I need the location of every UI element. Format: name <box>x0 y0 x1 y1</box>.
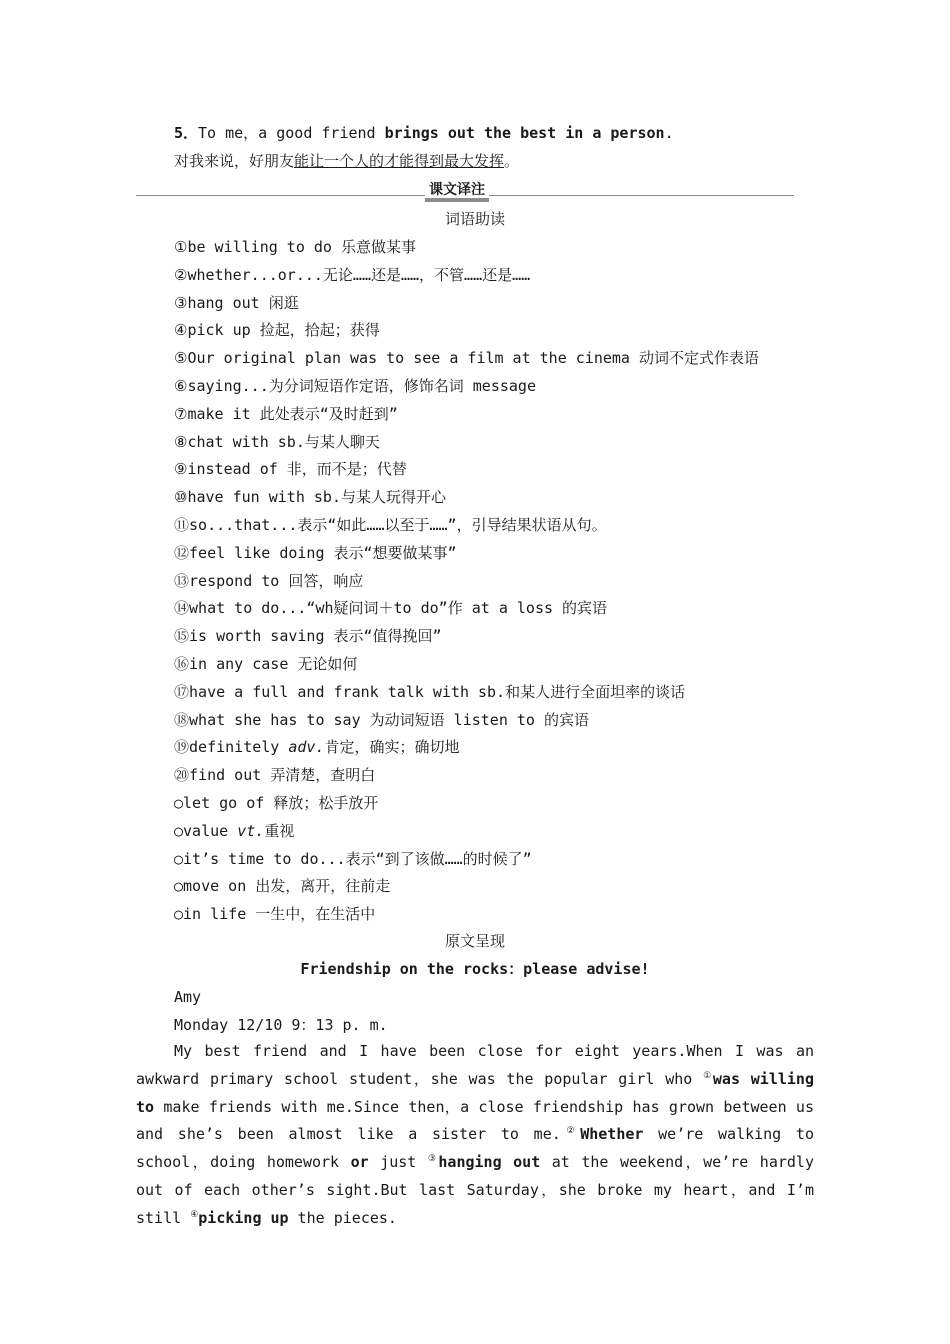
vocab-text: instead of 非，而不是；代替 <box>187 460 407 479</box>
vocab-item <box>174 904 375 924</box>
letter-date: Monday 12/10 9：13 p. m. <box>174 1016 388 1034</box>
vocab-marker: ⑰ <box>174 682 190 701</box>
vocab-item <box>174 376 536 396</box>
vocab-text: make it 此处表示“及时赶到” <box>187 404 398 423</box>
para-text: we’re walking to school，doing homework <box>136 1125 814 1172</box>
para-text: just <box>368 1153 428 1172</box>
vocab-marker: ⑮ <box>174 627 190 646</box>
vocab-text: it’s time to do...表示“到了该做……的时候了” <box>183 849 532 868</box>
vocab-text: be willing to do 乐意做某事 <box>187 238 416 256</box>
vocab-marker: ⑧ <box>174 432 188 451</box>
vocab-text: find out 弄清楚，查明白 <box>189 766 376 785</box>
vocab-text: in life 一生中，在生活中 <box>183 905 376 924</box>
para-text: make friends with me.Since then，a close friendship has grown between us and she’s been almost like a sister to me. <box>136 1097 814 1144</box>
vocab-item <box>174 710 589 730</box>
part-of-speech: adv. <box>288 738 325 757</box>
vocab-marker: ⑤ <box>174 349 188 368</box>
vocab-text: 重视 <box>264 821 295 840</box>
sentence-text: To me，a good friend <box>198 124 385 142</box>
vocab-marker: ○ <box>174 877 184 896</box>
vocab-text: in any case 无论如何 <box>189 655 358 673</box>
vocab-text: feel like doing 表示“想要做某事” <box>189 543 457 562</box>
vocab-text: respond to 回答，响应 <box>189 571 364 590</box>
para-text: the pieces. <box>288 1208 397 1227</box>
vocab-item <box>174 459 407 479</box>
vocab-marker: ⑭ <box>174 599 190 618</box>
vocab-item <box>174 571 363 591</box>
vocab-marker: ○ <box>174 905 184 924</box>
vocab-item <box>174 515 607 535</box>
vocab-item <box>174 404 398 424</box>
vocab-marker: ○ <box>174 849 184 868</box>
vocab-marker: ⑯ <box>174 655 190 673</box>
vocab-item <box>174 654 357 674</box>
vocab-marker: ⑦ <box>174 404 188 423</box>
key-phrase: Whether <box>580 1125 644 1144</box>
example-sentence-5-zh <box>174 151 519 171</box>
vocab-item <box>174 737 460 757</box>
vocab-item <box>174 320 380 340</box>
vocab-marker: ⑪ <box>174 516 190 534</box>
vocab-marker: ○ <box>174 794 184 812</box>
vocab-marker: ⑫ <box>174 543 190 562</box>
sentence-end: . <box>664 124 674 142</box>
key-phrase: hanging out <box>438 1153 541 1172</box>
vocab-marker: ○ <box>174 821 184 840</box>
vocab-marker: ④ <box>174 321 188 340</box>
annotation-mark: ④ <box>190 1209 199 1220</box>
para-text: at the weekend，we’re hardly out of each other’s sight.But last Saturday，she broke my heart，and I’m still <box>136 1153 814 1227</box>
vocab-marker: ⑲ <box>174 738 190 757</box>
vocab-text: 肯定，确实；确切地 <box>324 738 460 757</box>
vocab-text: definitely <box>189 738 289 757</box>
vocab-item <box>174 849 532 869</box>
vocab-marker: ⑳ <box>174 766 190 785</box>
section-divider <box>136 182 794 200</box>
letter-title: Friendship on the rocks：please advise! <box>300 960 650 978</box>
vocab-text: Our original plan was to see a film at the cinema 动词不定式作表语 <box>187 349 759 368</box>
vocab-item <box>174 876 390 896</box>
part-of-speech: vt. <box>237 821 265 840</box>
vocab-text: let go of 释放；松手放开 <box>183 794 379 812</box>
vocab-text: move on 出发，离开，往前走 <box>183 877 391 896</box>
vocab-text: saying...为分词短语作定语，修饰名词 message <box>187 377 536 395</box>
vocab-marker: ⑩ <box>174 488 188 507</box>
vocab-text: whether...or...无论……还是……，不管……还是…… <box>187 265 531 284</box>
original-heading: 原文呈现 <box>444 932 505 950</box>
letter-paragraph <box>136 1038 814 1233</box>
vocab-text: value <box>183 821 238 840</box>
key-phrase: picking up <box>198 1208 289 1227</box>
translation-underlined: 能让一个人的才能得到最大发挥 <box>294 152 505 170</box>
vocab-item <box>174 432 380 452</box>
vocab-marker: ⑨ <box>174 460 188 479</box>
example-sentence-5-en <box>174 123 674 143</box>
vocab-item <box>174 348 759 368</box>
vocab-item <box>174 237 416 257</box>
vocab-text: what she has to say 为动词短语 listen to 的宾语 <box>189 710 589 729</box>
vocab-heading: 词语助读 <box>444 210 505 228</box>
vocab-item <box>174 682 685 702</box>
sentence-number: 5． <box>174 124 199 142</box>
letter-author: Amy <box>174 988 202 1006</box>
key-phrase: or <box>350 1153 369 1172</box>
vocab-text: pick up 捡起，拾起；获得 <box>187 321 380 340</box>
vocab-text: have a full and frank talk with sb.和某人进行全面坦率的谈话 <box>189 682 686 701</box>
vocab-item <box>174 598 607 618</box>
annotation-mark: ① <box>703 1070 713 1081</box>
vocab-marker: ⑱ <box>174 710 190 729</box>
vocab-marker: ③ <box>174 293 188 312</box>
vocab-item <box>174 793 378 813</box>
translation-end: 。 <box>504 152 520 170</box>
vocab-text: hang out 闲逛 <box>187 293 299 312</box>
vocab-text: have fun with sb.与某人玩得开心 <box>187 488 446 507</box>
vocab-item <box>174 765 375 785</box>
vocab-marker: ② <box>174 265 188 284</box>
vocab-marker: ⑬ <box>174 571 190 590</box>
vocab-text: so...that...表示“如此……以至于……”，引导结果状语从句。 <box>189 516 607 534</box>
section-title: 课文译注 <box>425 182 489 202</box>
vocab-item <box>174 821 294 841</box>
vocab-text: what to do...“wh疑问词＋to do”作 at a loss 的宾语 <box>189 599 608 618</box>
vocab-marker: ⑥ <box>174 377 188 395</box>
vocab-text: chat with sb.与某人聊天 <box>187 432 380 451</box>
vocab-marker: ① <box>174 238 188 256</box>
annotation-mark: ② <box>560 1126 581 1137</box>
para-text: My best friend and I have been close for eight years.When I was an awkward primary school student，she was the popular girl who <box>136 1042 814 1088</box>
vocab-item <box>174 626 442 646</box>
vocab-item <box>174 487 446 507</box>
translation-text: 对我来说，好朋友 <box>174 152 295 170</box>
vocab-item <box>174 265 530 285</box>
key-phrase: brings out the best in a person <box>384 124 665 142</box>
vocab-text: is worth saving 表示“值得挽回” <box>189 627 442 646</box>
annotation-mark: ③ <box>427 1154 439 1165</box>
vocab-item <box>174 543 457 563</box>
vocab-item <box>174 293 299 313</box>
key-phrase: was willing to <box>136 1069 814 1116</box>
